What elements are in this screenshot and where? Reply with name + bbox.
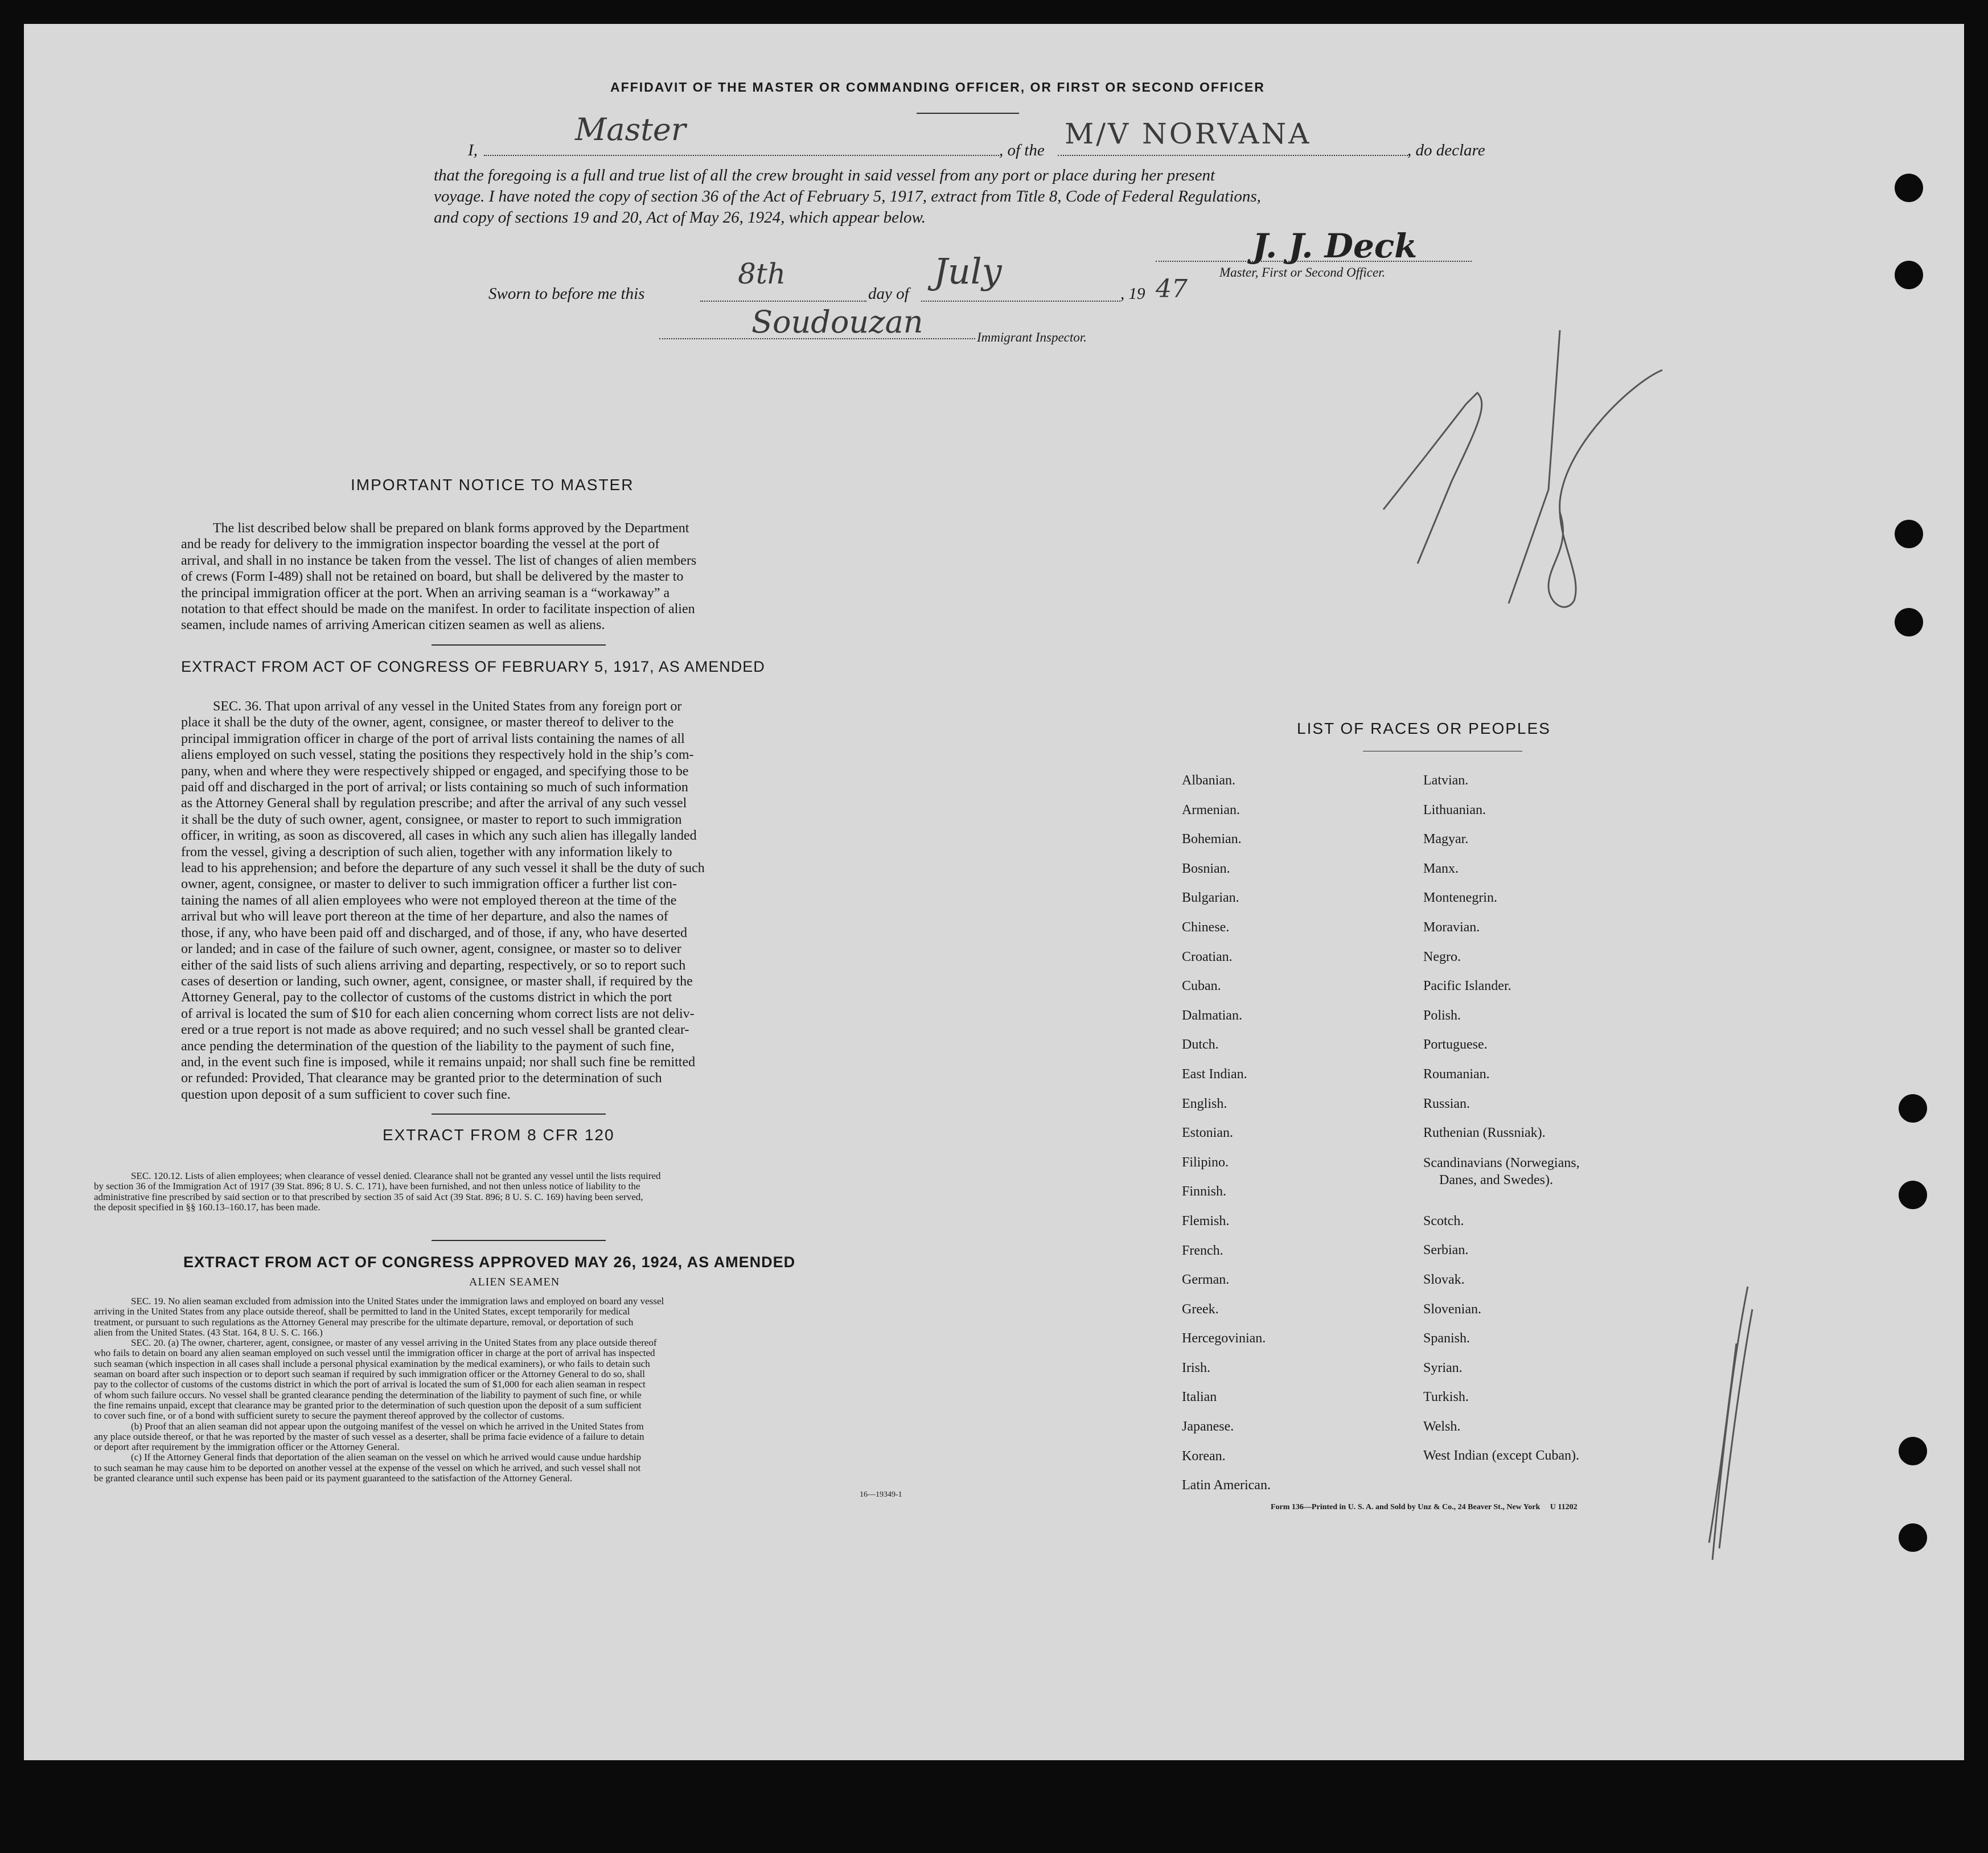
form-footer bbox=[1271, 1503, 1578, 1512]
punch-hole bbox=[1895, 174, 1923, 202]
race-item: Slovak. bbox=[1423, 1272, 1465, 1287]
race-item: Bulgarian. bbox=[1182, 890, 1239, 906]
section-36-line: principal immigration officer in charge of the port of arrival lists containing the names of all bbox=[181, 731, 685, 746]
sec-20-line: SEC. 20. (a) The owner, charterer, agent, consignee, or master of any vessel arriving in the United States from any place outside thereof bbox=[131, 1337, 657, 1349]
race-item: East Indian. bbox=[1182, 1066, 1247, 1082]
race-item: Dalmatian. bbox=[1182, 1008, 1242, 1023]
sec-20-line: of whom such failure occurs. No vessel shall be granted clearance pending the determination of the liability to payment of such fine, or while bbox=[94, 1389, 642, 1400]
section-36-line: or refunded: Provided, That clearance may be granted prior to the determination of such bbox=[181, 1071, 662, 1086]
sec-20-line: the fine remains unpaid, except that clearance may be granted prior to the determination of such question upon the deposit of a sum sufficient bbox=[94, 1399, 642, 1411]
race-item: Slovenian. bbox=[1423, 1301, 1481, 1317]
inspector-caption: Immigrant Inspector. bbox=[977, 330, 1087, 344]
race-item: Negro. bbox=[1423, 949, 1461, 964]
vessel-name-handwriting: M/V NORVANA bbox=[1065, 117, 1312, 150]
sec-20c-line: to such seaman he may cause him to be deported on another vessel at the expense of the vessel on which he arrived, and such vessel shall not bbox=[94, 1462, 641, 1473]
punch-hole bbox=[1899, 1437, 1927, 1465]
sworn-day-handwriting: 8th bbox=[738, 257, 786, 290]
declaration-line-3: and copy of sections 19 and 20, Act of May 26, 1924, which appear below. bbox=[434, 208, 926, 227]
race-item: Irish. bbox=[1182, 1360, 1210, 1375]
race-item-scandinavians bbox=[1423, 1148, 1580, 1189]
year-prefix: , 19 bbox=[1120, 285, 1145, 303]
notice-line: and be ready for delivery to the immigration inspector boarding the vessel at the port of bbox=[181, 537, 660, 552]
race-item: Bosnian. bbox=[1182, 861, 1230, 876]
race-item: Montenegrin. bbox=[1423, 890, 1497, 906]
punch-hole bbox=[1899, 1094, 1927, 1123]
section-36-line: of arrival is located the sum of $10 for each alien concerning whom correct lists are not deliv- bbox=[181, 1006, 695, 1021]
section-36-line: question upon deposit of a sum sufficient to cover such fine. bbox=[181, 1087, 511, 1102]
section-36-line: ered or a true report is not made as above required; and no such vessel shall be granted clear- bbox=[181, 1022, 689, 1038]
signature-line bbox=[1156, 246, 1472, 262]
punch-hole bbox=[1899, 1181, 1927, 1209]
race-item: French. bbox=[1182, 1243, 1223, 1258]
race-item: Polish. bbox=[1423, 1008, 1461, 1023]
race-item: Greek. bbox=[1182, 1301, 1219, 1317]
section-36-line: from the vessel, giving a description of such alien, together with any information likely to bbox=[181, 844, 672, 860]
title-rule bbox=[917, 113, 1019, 114]
sec-20b-line: any place outside thereof, or that he was reported by the master of such vessel as a deserter, shall be prima facie evidence of a failure to detain bbox=[94, 1431, 644, 1442]
year-handwriting: 47 bbox=[1156, 274, 1188, 303]
section-36-line: arrival but who will leave port thereon at the time of her departure, and also the names of bbox=[181, 909, 668, 925]
notice-line: notation to that effect should be made on the manifest. In order to facilitate inspection of alien bbox=[181, 602, 695, 617]
signature-caption: Master, First or Second Officer. bbox=[1219, 265, 1386, 280]
pencil-annotation-7-8 bbox=[1366, 319, 1685, 615]
sec-20-line: pay to the collector of customs of the customs district in which the port of arrival is located the sum of $1,000 for each alien seaman in respect bbox=[94, 1379, 646, 1390]
sec-19-line: alien from the United States. (43 Stat. 164, 8 U. S. C. 166.) bbox=[94, 1326, 323, 1338]
do-declare-label: , do declare bbox=[1407, 141, 1485, 159]
race-item: Flemish. bbox=[1182, 1213, 1230, 1229]
pencil-check-mark bbox=[1697, 1275, 1759, 1571]
race-item: Latin American. bbox=[1182, 1478, 1271, 1493]
section-36-line: either of the said lists of such aliens arriving and departing, respectively, or so to report such bbox=[181, 958, 686, 973]
race-item: Serbian. bbox=[1423, 1243, 1469, 1258]
section-36-line: lead to his apprehension; and before the departure of any such vessel it shall be the duty of such bbox=[181, 861, 705, 876]
race-item: Welsh. bbox=[1423, 1419, 1461, 1434]
section-divider bbox=[432, 1240, 606, 1241]
punch-hole bbox=[1899, 1523, 1927, 1552]
sec-19-line: SEC. 19. No alien seaman excluded from admission into the United States under the immigration laws and employed on board any vessel bbox=[131, 1296, 664, 1306]
sec-20-line: who fails to detain on board any alien seaman employed on such vessel until the immigration officer in charge at the port of arrival has inspected bbox=[94, 1347, 655, 1359]
of-the-label: , of the bbox=[999, 141, 1045, 159]
notice-line: The list described below shall be prepared on blank forms approved by the Department bbox=[213, 521, 689, 536]
sec-20-line: such seaman (which inspection in all cases shall include a personal physical examination by the medical examiners), or who fails to detain such bbox=[94, 1358, 650, 1369]
sec-20c-line: be granted clearance until such expense has been paid or its payment guaranteed to the satisfaction of the Attorney General. bbox=[94, 1473, 573, 1484]
notice-line: of crews (Form I-489) shall not be retained on board, but shall be delivered by the master to bbox=[181, 569, 684, 585]
race-item: Chinese. bbox=[1182, 919, 1230, 935]
sec-19-line: treatment, or pursuant to such regulations as the Attorney General may prescribe for the ultimate departure, removal, or deportation of such bbox=[94, 1316, 634, 1328]
section-36-line: and, in the event such fine is imposed, while it remains unpaid; nor shall such fine be remitted bbox=[181, 1054, 696, 1070]
declaration-line-1: that the foregoing is a full and true list of all the crew brought in said vessel from any port or place during her present bbox=[434, 166, 1215, 184]
race-item: German. bbox=[1182, 1272, 1230, 1288]
sworn-month-handwriting: July bbox=[934, 250, 1002, 292]
race-item: Spanish. bbox=[1423, 1331, 1471, 1346]
section-36-line: officer, in writing, as soon as discovered, all cases in which any such alien has illegally landed bbox=[181, 828, 697, 844]
cfr-line: administrative fine prescribed by said section or to that prescribed by section 35 of said Act (39 Stat. 896; 8 U. S. C. 169) having been served, bbox=[94, 1191, 643, 1202]
race-item: Filipino. bbox=[1182, 1154, 1229, 1170]
races-heading: LIST OF RACES OR PEOPLES bbox=[1297, 720, 1551, 737]
affidavit-title: AFFIDAVIT OF THE MASTER OR COMMANDING OFFICER, OR FIRST OR SECOND OFFICER bbox=[610, 80, 1265, 95]
race-item: Korean. bbox=[1182, 1448, 1226, 1464]
races-left-column bbox=[1182, 766, 1271, 1501]
section-36-line: pany, when and where they were respectively shipped or engaged, and specifying those to be bbox=[181, 763, 689, 779]
declaration-line-2: voyage. I have noted the copy of section 36 of the Act of February 5, 1917, extract from Title 8, Code of Federal Regulations, bbox=[434, 187, 1261, 206]
section-36-line: ance pending the determination of the question of the liability to the payment of such fine, bbox=[181, 1038, 675, 1054]
race-item: Bohemian. bbox=[1182, 832, 1242, 847]
sworn-label: Sworn to before me this bbox=[488, 285, 645, 303]
master-name-handwriting: Master bbox=[575, 112, 686, 147]
race-item: Magyar. bbox=[1423, 832, 1469, 847]
race-item: Turkish. bbox=[1423, 1390, 1469, 1405]
cfr-heading: EXTRACT FROM 8 CFR 120 bbox=[383, 1126, 615, 1144]
race-item: West Indian (except Cuban). bbox=[1423, 1448, 1579, 1464]
day-of-label: day of bbox=[868, 285, 909, 303]
section-36-line: as the Attorney General shall by regulation prescribe; and after the arrival of any such vessel bbox=[181, 796, 687, 811]
race-item: English. bbox=[1182, 1096, 1227, 1111]
race-item: Latvian. bbox=[1423, 773, 1469, 788]
race-item: Scotch. bbox=[1423, 1213, 1464, 1229]
section-36-line: or landed; and in case of the failure of such owner, agent, consignee, or master so to deliver bbox=[181, 942, 681, 957]
section-36-line: place it shall be the duty of the owner, agent, consignee, or master thereof to deliver to the bbox=[181, 715, 674, 730]
section-36-line: Attorney General, pay to the collector of customs of the customs district in which the port bbox=[181, 990, 672, 1005]
race-item: Finnish. bbox=[1182, 1184, 1227, 1199]
punch-hole bbox=[1895, 261, 1923, 289]
races-right-column bbox=[1423, 766, 1580, 1471]
race-item: Estonian. bbox=[1182, 1125, 1233, 1141]
form-printer-line: Form 136—Printed in U. S. A. and Sold by Unz & Co., 24 Beaver St., New York bbox=[1271, 1503, 1541, 1511]
cfr-line: by section 36 of the Immigration Act of 1917 (39 Stat. 896; 8 U. S. C. 171), have been furnished, and not then unless notice of liability to the bbox=[94, 1181, 640, 1192]
race-item: Italian bbox=[1182, 1390, 1217, 1405]
inspector-signature: Soudouzan bbox=[751, 304, 923, 340]
section-36-line: aliens employed on such vessel, stating the positions they respectively hold in the ship’s com- bbox=[181, 747, 694, 763]
section-36-line: owner, agent, consignee, or master to deliver to such immigration officer a further list con- bbox=[181, 877, 677, 892]
extract-1924-heading: EXTRACT FROM ACT OF CONGRESS APPROVED MAY 26, 1924, AS AMENDED bbox=[183, 1254, 796, 1271]
master-signature: J. J. Deck bbox=[1252, 227, 1418, 265]
section-36-line: SEC. 36. That upon arrival of any vessel in the United States from any foreign port or bbox=[213, 699, 682, 714]
name-field-line bbox=[484, 139, 999, 156]
section-36-line: those, if any, who have been paid off and discharged, and of those, if any, who have deserted bbox=[181, 925, 688, 940]
sec-20b-line: (b) Proof that an alien seaman did not appear upon the outgoing manifest of the vessel on which he arrived in the United States from bbox=[131, 1420, 644, 1432]
section-divider bbox=[432, 644, 606, 646]
race-item: Moravian. bbox=[1423, 919, 1480, 935]
notice-body bbox=[181, 520, 829, 634]
sec-20c-line: (c) If the Attorney General finds that deportation of the alien seaman on the vessel on which he arrived would cause undue hardship bbox=[131, 1452, 641, 1463]
sec-19-line: arriving in the United States from any place outside thereof, shall be permitted to land in the United States, except temporarily for medical bbox=[94, 1306, 630, 1317]
race-item: Portuguese. bbox=[1423, 1037, 1488, 1053]
section-36-line: paid off and discharged in the port of arrival; or lists containing so much of such information bbox=[181, 780, 688, 795]
sec-20-line: to cover such fine, or of a bond with sufficient surety to secure the payment thereof approved by the collector of customs. bbox=[94, 1410, 565, 1421]
sec-20b-line: or deport after requirement by the immigration officer or the Attorney General. bbox=[94, 1441, 400, 1453]
race-item: Scandinavians (Norwegians, bbox=[1423, 1155, 1580, 1170]
cfr-line: the deposit specified in §§ 160.13–160.17, has been made. bbox=[94, 1201, 321, 1213]
extract-1924-body bbox=[94, 1296, 919, 1484]
race-item: Dutch. bbox=[1182, 1037, 1219, 1053]
section-36-line: taining the names of all alien employees who were not employed thereon at the time of the bbox=[181, 893, 677, 908]
race-item: Russian. bbox=[1423, 1096, 1471, 1111]
race-item: Syrian. bbox=[1423, 1360, 1463, 1375]
race-item-continuation: Danes, and Swedes). bbox=[1439, 1172, 1553, 1188]
race-item: Cuban. bbox=[1182, 979, 1221, 994]
notice-line: arrival, and shall in no instance be taken from the vessel. The list of changes of alien members bbox=[181, 553, 697, 568]
race-item: Roumanian. bbox=[1423, 1066, 1490, 1082]
section-36-line: it shall be the duty of such owner, agent, consignee, or master to report to such immigration bbox=[181, 812, 682, 827]
section-36-line: cases of desertion or landing, such owner, agent, consignee, or master shall, if required by the bbox=[181, 973, 693, 989]
alien-seamen-subheading: ALIEN SEAMEN bbox=[469, 1276, 560, 1288]
punch-hole bbox=[1895, 608, 1923, 636]
notice-line: the principal immigration officer at the port. When an arriving seaman is a “workaway” a bbox=[181, 585, 670, 601]
notice-heading: IMPORTANT NOTICE TO MASTER bbox=[351, 476, 634, 494]
race-item: Manx. bbox=[1423, 861, 1459, 876]
cfr-line: SEC. 120.12. Lists of alien employees; when clearance of vessel denied. Clearance shall not be granted any vessel until the lists required bbox=[131, 1170, 661, 1181]
race-item: Hercegovinian. bbox=[1182, 1331, 1266, 1346]
race-item: Lithuanian. bbox=[1423, 802, 1486, 817]
cfr-body bbox=[94, 1171, 919, 1213]
section-divider bbox=[432, 1114, 606, 1115]
race-item: Ruthenian (Russniak). bbox=[1423, 1125, 1546, 1141]
declaration-i-label: I, bbox=[468, 141, 478, 159]
extract-1917-heading: EXTRACT FROM ACT OF CONGRESS OF FEBRUARY 5, 1917, AS AMENDED bbox=[181, 658, 765, 675]
race-item: Croatian. bbox=[1182, 949, 1233, 964]
race-item: Albanian. bbox=[1182, 773, 1235, 788]
race-item: Japanese. bbox=[1182, 1419, 1234, 1435]
extract-1917-body bbox=[181, 699, 829, 1103]
sec-20-line: seaman on board after such inspection or to deport such seaman if required by such immigration officer or the Attorney General to do so, shall bbox=[94, 1369, 645, 1380]
punch-hole bbox=[1895, 520, 1923, 548]
notice-line: seamen, include names of arriving American citizen seamen as well as aliens. bbox=[181, 618, 605, 633]
form-number: U 11202 bbox=[1550, 1503, 1578, 1511]
form-code-left: 16—19349-1 bbox=[860, 1490, 902, 1499]
race-item: Pacific Islander. bbox=[1423, 979, 1511, 994]
race-item: Armenian. bbox=[1182, 802, 1240, 817]
